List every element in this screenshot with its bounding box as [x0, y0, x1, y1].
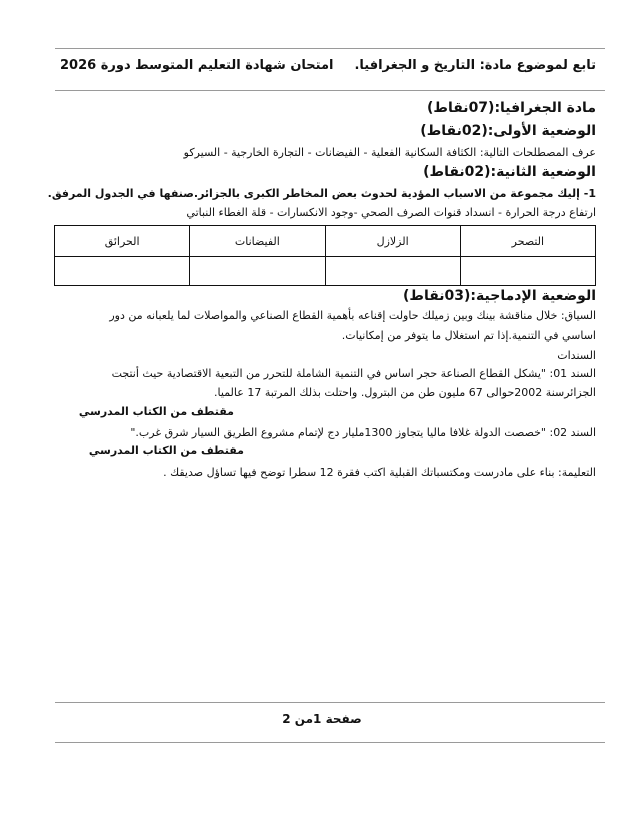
header-top-rule: [55, 48, 605, 49]
table-answer-row: [55, 257, 596, 286]
page-number: صفحة 1من 2: [282, 712, 362, 726]
table-header-cell: التصحر: [460, 226, 595, 257]
footer-bottom-rule: [55, 742, 605, 743]
document-1-source: مقتطف من الكتاب المدرسي: [78, 405, 234, 418]
situation1-heading: الوضعية الأولى:(02نقاط): [420, 123, 596, 139]
document-1-line-1: السند 01: "يشكل القطاع الصناعة حجر اساس في التنمية الشاملة للتحرر من التبعية الاقتصادية حيث أنتجت: [111, 367, 596, 380]
situation2-heading: الوضعية الثانية:(02نقاط): [423, 164, 596, 180]
header-subject: تابع لموضوع مادة: التاريخ و الجغرافيا.: [354, 58, 596, 73]
context-line-2: اساسي في التنمية.إذا تم استغلال ما يتوفر من إمكانيات.: [341, 329, 596, 342]
task-instruction: التعليمة: بناء على مادرست ومكتسباتك القبلية اكتب فقرة 12 سطرا توضح فيها تساؤل صديقك .: [163, 466, 596, 479]
document-2-source: مقتطف من الكتاب المدرسي: [88, 444, 244, 457]
documents-label: السندات: [557, 349, 596, 362]
table-header-row: [55, 226, 596, 257]
situation3-heading: الوضعية الإدماجية:(03نقاط): [403, 288, 596, 304]
table-answer-cell[interactable]: [460, 257, 595, 286]
footer-top-rule: [55, 702, 605, 703]
geography-heading: مادة الجغرافيا:(07نقاط): [427, 100, 596, 116]
document-2-line-1: السند 02: "خصصت الدولة غلافا ماليا يتجاوز 1300مليار دج لإتمام مشروع الطريق السيار شرق غرب.": [130, 426, 596, 439]
table-header-cell: الحرائق: [55, 226, 190, 257]
table-header-cell: الفيضانات: [190, 226, 325, 257]
situation1-instruction: عرف المصطلحات التالية: الكثافة السكانية الفعلية - الفيضانات - التجارة الخارجية - السيركو: [183, 146, 596, 159]
context-line-1: السياق: خلال مناقشة بينك وبين زميلك حاولت إقناعه بأهمية القطاع الصناعي والمواصلات لما يلعبانه من دور: [109, 309, 596, 322]
table-answer-cell[interactable]: [55, 257, 190, 286]
table-header-cell: الزلازل: [325, 226, 460, 257]
document-1-line-2: الجزائرسنة 2002حوالى 67 مليون طن من البترول. واحتلت بذلك المرتبة 17 عالميا.: [214, 386, 596, 399]
situation2-question: 1- إليك مجموعة من الاسباب المؤدية لحدوث بعض المخاطر الكبرى بالجزائر.صنفها في الجدول المرفق.: [47, 187, 596, 200]
header-bottom-rule: [55, 90, 605, 91]
header-title: امتحان شهادة التعليم المتوسط دورة 2026: [60, 58, 334, 73]
risk-classification-table: [54, 225, 596, 286]
table-answer-cell[interactable]: [325, 257, 460, 286]
situation2-causes: ارتفاع درجة الحرارة - انسداد قنوات الصرف الصحي -وجود الانكسارات - قلة الغطاء النباتي: [186, 206, 596, 219]
table-answer-cell[interactable]: [190, 257, 325, 286]
